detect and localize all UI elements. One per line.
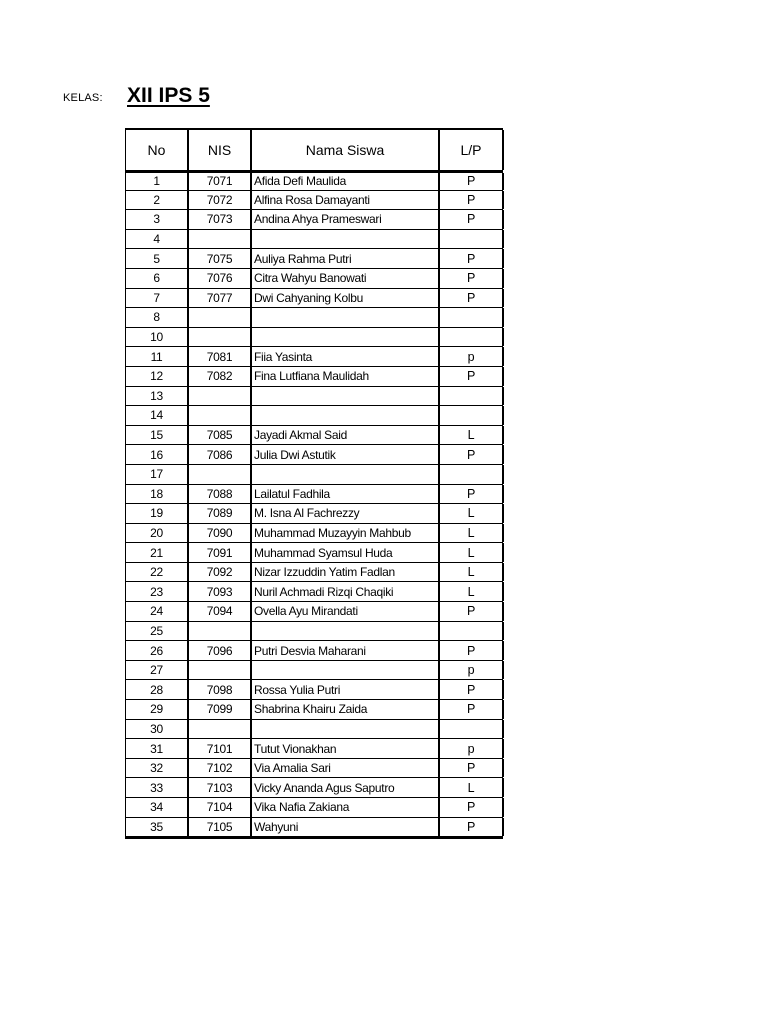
cell-name: Via Amalia Sari <box>252 759 440 778</box>
table-row <box>126 563 503 583</box>
cell-no: 1 <box>126 173 189 190</box>
cell-no: 14 <box>126 406 189 425</box>
table-row <box>126 367 503 387</box>
student-table <box>125 128 503 839</box>
cell-nis: 7098 <box>189 680 252 699</box>
table-row <box>126 622 503 642</box>
cell-lp <box>440 328 504 347</box>
cell-lp: L <box>440 563 504 582</box>
table-row <box>126 524 503 544</box>
cell-nis: 7077 <box>189 289 252 308</box>
cell-nis: 7093 <box>189 582 252 601</box>
table-row <box>126 602 503 622</box>
column-header-name: Nama Siswa <box>252 130 440 170</box>
cell-name: Auliya Rahma Putri <box>252 249 440 268</box>
cell-nis: 7096 <box>189 641 252 660</box>
cell-name: Alfina Rosa Damayanti <box>252 191 440 210</box>
cell-lp: p <box>440 739 504 758</box>
cell-nis: 7094 <box>189 602 252 621</box>
cell-no: 7 <box>126 289 189 308</box>
cell-name: Citra Wahyu Banowati <box>252 269 440 288</box>
cell-no: 30 <box>126 720 189 739</box>
cell-name: Fina Lutfiana Maulidah <box>252 367 440 386</box>
table-row <box>126 680 503 700</box>
table-row <box>126 582 503 602</box>
cell-no: 27 <box>126 661 189 680</box>
cell-nis: 7092 <box>189 563 252 582</box>
cell-name <box>252 230 440 249</box>
cell-lp: P <box>440 445 504 464</box>
cell-nis: 7099 <box>189 700 252 719</box>
cell-no: 2 <box>126 191 189 210</box>
cell-nis <box>189 720 252 739</box>
cell-no: 29 <box>126 700 189 719</box>
cell-no: 11 <box>126 347 189 366</box>
cell-lp <box>440 387 504 406</box>
table-row <box>126 759 503 779</box>
cell-no: 35 <box>126 818 189 837</box>
cell-lp: P <box>440 269 504 288</box>
cell-nis: 7089 <box>189 504 252 523</box>
cell-no: 5 <box>126 249 189 268</box>
cell-name: Andina Ahya Prameswari <box>252 210 440 229</box>
cell-no: 3 <box>126 210 189 229</box>
cell-no: 12 <box>126 367 189 386</box>
cell-no: 21 <box>126 543 189 562</box>
table-row <box>126 249 503 269</box>
cell-lp: P <box>440 641 504 660</box>
cell-nis <box>189 622 252 641</box>
cell-lp: L <box>440 543 504 562</box>
cell-lp: p <box>440 347 504 366</box>
column-header-nis: NIS <box>189 130 252 170</box>
cell-lp: L <box>440 504 504 523</box>
cell-no: 28 <box>126 680 189 699</box>
cell-nis: 7104 <box>189 798 252 817</box>
cell-name <box>252 465 440 484</box>
cell-nis: 7071 <box>189 173 252 190</box>
table-body <box>125 171 503 839</box>
cell-lp: P <box>440 485 504 504</box>
class-name: XII IPS 5 <box>127 84 210 107</box>
table-row <box>126 171 503 191</box>
cell-name: Ovella Ayu Mirandati <box>252 602 440 621</box>
cell-name <box>252 661 440 680</box>
cell-nis <box>189 406 252 425</box>
table-row <box>126 426 503 446</box>
cell-name: Putri Desvia Maharani <box>252 641 440 660</box>
cell-nis: 7090 <box>189 524 252 543</box>
cell-nis <box>189 387 252 406</box>
table-row <box>126 387 503 407</box>
table-row <box>126 700 503 720</box>
cell-lp: P <box>440 818 504 837</box>
cell-no: 25 <box>126 622 189 641</box>
cell-name: Rossa Yulia Putri <box>252 680 440 699</box>
cell-lp: P <box>440 289 504 308</box>
cell-lp: L <box>440 524 504 543</box>
cell-name: Wahyuni <box>252 818 440 837</box>
table-row <box>126 778 503 798</box>
cell-nis: 7101 <box>189 739 252 758</box>
cell-nis: 7082 <box>189 367 252 386</box>
cell-lp: L <box>440 582 504 601</box>
cell-name: Jayadi Akmal Said <box>252 426 440 445</box>
cell-name: Shabrina Khairu Zaida <box>252 700 440 719</box>
cell-nis <box>189 465 252 484</box>
column-header-no: No <box>126 130 189 170</box>
table-row <box>126 289 503 309</box>
cell-name <box>252 406 440 425</box>
cell-name <box>252 720 440 739</box>
cell-no: 33 <box>126 778 189 797</box>
cell-no: 22 <box>126 563 189 582</box>
table-row <box>126 347 503 367</box>
cell-nis: 7085 <box>189 426 252 445</box>
cell-nis <box>189 230 252 249</box>
cell-name <box>252 328 440 347</box>
cell-no: 18 <box>126 485 189 504</box>
cell-no: 10 <box>126 328 189 347</box>
cell-name: Fiia Yasinta <box>252 347 440 366</box>
cell-name: Muhammad Muzayyin Mahbub <box>252 524 440 543</box>
cell-no: 23 <box>126 582 189 601</box>
cell-nis: 7086 <box>189 445 252 464</box>
cell-lp: P <box>440 367 504 386</box>
table-row <box>126 406 503 426</box>
cell-nis <box>189 328 252 347</box>
column-header-lp: L/P <box>440 130 504 170</box>
table-row <box>126 543 503 563</box>
cell-lp <box>440 406 504 425</box>
cell-lp: P <box>440 602 504 621</box>
table-row <box>126 445 503 465</box>
cell-nis: 7091 <box>189 543 252 562</box>
cell-no: 32 <box>126 759 189 778</box>
cell-name: Tutut Vionakhan <box>252 739 440 758</box>
cell-lp: P <box>440 249 504 268</box>
cell-no: 20 <box>126 524 189 543</box>
cell-lp <box>440 622 504 641</box>
cell-lp <box>440 308 504 327</box>
table-row <box>126 504 503 524</box>
table-row <box>126 720 503 740</box>
cell-lp <box>440 465 504 484</box>
cell-lp: L <box>440 426 504 445</box>
table-row <box>126 661 503 681</box>
cell-name <box>252 622 440 641</box>
table-row <box>126 191 503 211</box>
table-row <box>126 798 503 818</box>
cell-nis <box>189 308 252 327</box>
cell-no: 6 <box>126 269 189 288</box>
cell-lp: L <box>440 778 504 797</box>
cell-no: 8 <box>126 308 189 327</box>
cell-lp: P <box>440 680 504 699</box>
cell-name: Vika Nafia Zakiana <box>252 798 440 817</box>
table-row <box>126 308 503 328</box>
cell-lp: P <box>440 191 504 210</box>
cell-no: 34 <box>126 798 189 817</box>
table-row <box>126 230 503 250</box>
cell-name: Julia Dwi Astutik <box>252 445 440 464</box>
cell-lp: p <box>440 661 504 680</box>
cell-no: 24 <box>126 602 189 621</box>
cell-lp: P <box>440 700 504 719</box>
cell-nis: 7072 <box>189 191 252 210</box>
cell-nis: 7102 <box>189 759 252 778</box>
cell-name: Lailatul Fadhila <box>252 485 440 504</box>
table-row <box>126 465 503 485</box>
table-header <box>125 128 503 171</box>
table-row <box>126 739 503 759</box>
cell-name <box>252 387 440 406</box>
cell-name: Afida Defi Maulida <box>252 173 440 190</box>
cell-no: 15 <box>126 426 189 445</box>
cell-lp: P <box>440 759 504 778</box>
cell-no: 26 <box>126 641 189 660</box>
cell-no: 19 <box>126 504 189 523</box>
cell-no: 4 <box>126 230 189 249</box>
cell-nis: 7081 <box>189 347 252 366</box>
cell-name: Muhammad Syamsul Huda <box>252 543 440 562</box>
cell-lp: P <box>440 798 504 817</box>
table-row <box>126 210 503 230</box>
cell-name: Vicky Ananda Agus Saputro <box>252 778 440 797</box>
table-row <box>126 328 503 348</box>
cell-nis <box>189 661 252 680</box>
cell-name: Nizar Izzuddin Yatim Fadlan <box>252 563 440 582</box>
cell-nis: 7075 <box>189 249 252 268</box>
cell-lp: P <box>440 173 504 190</box>
cell-no: 16 <box>126 445 189 464</box>
cell-lp <box>440 720 504 739</box>
cell-no: 17 <box>126 465 189 484</box>
cell-no: 13 <box>126 387 189 406</box>
cell-nis: 7088 <box>189 485 252 504</box>
table-row <box>126 485 503 505</box>
cell-lp: P <box>440 210 504 229</box>
cell-nis: 7103 <box>189 778 252 797</box>
table-row <box>126 641 503 661</box>
cell-name: Dwi Cahyaning Kolbu <box>252 289 440 308</box>
table-row <box>126 269 503 289</box>
cell-name: Nuril Achmadi Rizqi Chaqiki <box>252 582 440 601</box>
cell-nis: 7105 <box>189 818 252 837</box>
kelas-label: KELAS: <box>63 92 103 104</box>
cell-name <box>252 308 440 327</box>
cell-nis: 7076 <box>189 269 252 288</box>
table-row <box>126 818 503 838</box>
cell-nis: 7073 <box>189 210 252 229</box>
cell-no: 31 <box>126 739 189 758</box>
cell-lp <box>440 230 504 249</box>
cell-name: M. Isna Al Fachrezzy <box>252 504 440 523</box>
